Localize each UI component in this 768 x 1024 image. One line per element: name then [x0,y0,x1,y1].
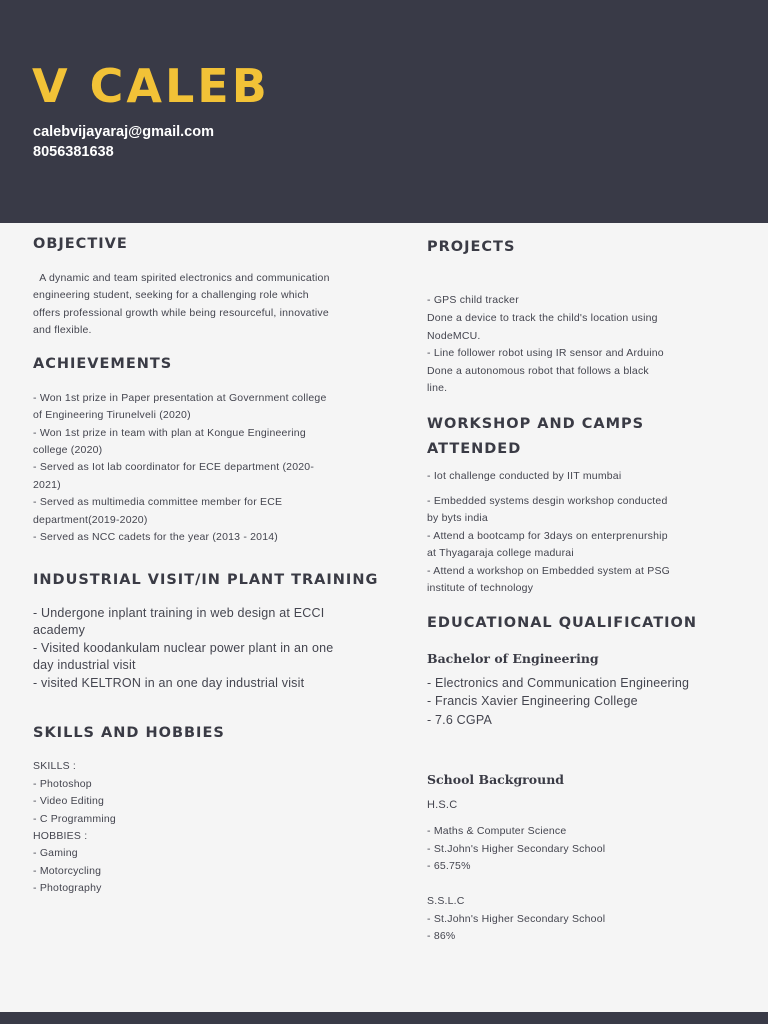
project-line: NodeMCU. [427,330,481,342]
industrial-visit-line: - Undergone inplant training in web design at ECCI [33,606,325,620]
industrial-visit-line: - visited KELTRON in an one day industrial visit [33,676,305,690]
achievements-heading: ACHIEVEMENTS [33,356,173,372]
achievement-line: - Won 1st prize in Paper presentation at Government college [33,392,327,404]
project-line: - Line follower robot using IR sensor and Arduino [427,347,664,359]
achievement-line: - Served as multimedia committee member for ECE [33,496,283,508]
project-line: Done a device to track the child's location using [427,312,658,324]
workshops-heading-continued: ATTENDED [427,441,522,457]
project-line: - GPS child tracker [427,294,519,306]
resume-header [0,0,768,223]
industrial-visit-heading: INDUSTRIAL VISIT/IN PLANT TRAINING [33,572,379,588]
industrial-visit-line: - Visited koodankulam nuclear power plant in an one [33,641,334,655]
achievement-line: of Engineering Tirunelveli (2020) [33,409,191,421]
achievement-line: department(2019-2020) [33,514,148,526]
email-address[interactable]: calebvijayaraj@gmail.com [33,124,214,140]
objective-text: A dynamic and team spirited electronics and communication engineering student, seeking for a challenging role which offers professional growth while being resourceful, innovative and flexible. [33,272,330,337]
achievement-line: 2021) [33,479,61,491]
workshop-line: by byts india [427,512,488,524]
resume-footer-bar [0,1012,768,1024]
project-line: Done a autonomous robot that follows a black [427,365,649,377]
workshop-line: institute of technology [427,582,534,594]
sslc-line: - 86% [427,930,456,942]
hobby-item: - Gaming [33,847,78,859]
degree-title: Bachelor of Engineering [427,651,599,666]
hsc-label: H.S.C [427,799,458,811]
degree-line: - 7.6 CGPA [427,713,492,727]
hsc-line: - 65.75% [427,860,471,872]
school-background-title: School Background [427,772,565,787]
sslc-label: S.S.L.C [427,895,465,907]
project-line: line. [427,382,448,394]
workshop-line: - Iot challenge conducted by IIT mumbai [427,470,622,482]
degree-line: - Francis Xavier Engineering College [427,694,638,708]
skill-item: - C Programming [33,813,116,825]
achievement-line: - Served as NCC cadets for the year (2013 - 2014) [33,531,278,543]
projects-heading: PROJECTS [427,239,516,255]
sslc-line: - St.John's Higher Secondary School [427,913,606,925]
hobby-item: - Photography [33,882,102,894]
industrial-visit-line: day industrial visit [33,658,136,672]
hobby-item: - Motorcycling [33,865,102,877]
achievement-line: - Served as Iot lab coordinator for ECE department (2020- [33,461,315,473]
workshop-line: - Attend a bootcamp for 3days on enterprenurship [427,530,668,542]
workshop-line: - Embedded systems desgin workshop conducted [427,495,668,507]
hobbies-label: HOBBIES : [33,830,88,842]
achievement-line: - Won 1st prize in team with plan at Kongue Engineering [33,427,306,439]
degree-line: - Electronics and Communication Engineering [427,676,690,690]
skill-item: - Photoshop [33,778,92,790]
workshop-line: - Attend a workshop on Embedded system at PSG [427,565,671,577]
objective-heading: OBJECTIVE [33,236,128,252]
phone-number[interactable]: 8056381638 [33,144,114,160]
candidate-name: V CALEB [32,59,270,113]
skills-label: SKILLS : [33,760,77,772]
hsc-line: - Maths & Computer Science [427,825,567,837]
skills-hobbies-heading: SKILLS AND HOBBIES [33,725,225,741]
industrial-visit-line: academy [33,623,86,637]
skill-item: - Video Editing [33,795,105,807]
workshops-heading: WORKSHOP AND CAMPS [427,416,645,432]
workshop-line: at Thyagaraja college madurai [427,547,574,559]
achievement-line: college (2020) [33,444,103,456]
education-heading: EDUCATIONAL QUALIFICATION [427,615,698,631]
hsc-line: - St.John's Higher Secondary School [427,843,606,855]
